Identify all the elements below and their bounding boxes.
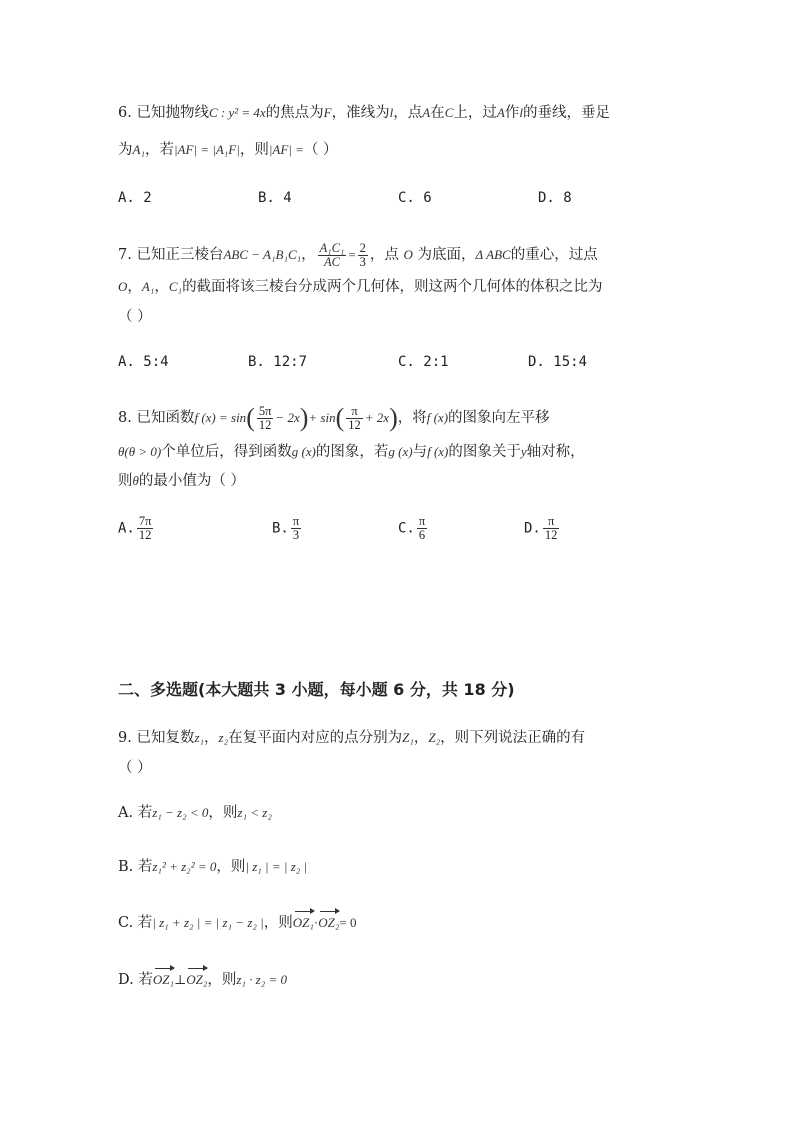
q7-line2 <box>118 277 603 297</box>
q6-text: 上，过 <box>453 105 497 121</box>
vector-oz1: OZ₁ <box>153 970 174 990</box>
q9-text: ， <box>204 730 219 746</box>
option-math: | z₁ + z₂ | = | z₁ − z₂ | <box>152 915 264 930</box>
q8-math: f (x) = sin <box>194 410 247 425</box>
q8-option-c[interactable] <box>398 515 429 542</box>
q9-math: z₂ <box>218 730 229 745</box>
q7-math: ABC − A₁B₁C₁ <box>223 247 302 262</box>
q8-math: g (x) <box>388 444 413 459</box>
q7-option-d[interactable]: D. 15:4 <box>528 354 588 370</box>
option-fraction <box>291 515 301 542</box>
q7-text: 为底面， <box>412 247 476 263</box>
option-label: A. <box>118 520 135 537</box>
q8-math: g (x) <box>291 444 316 459</box>
option-math: = 0 <box>339 915 357 930</box>
vector-oz2: OZ₂ <box>318 913 339 933</box>
q8-text: ，将 <box>397 410 427 426</box>
q6-option-d[interactable]: D. 8 <box>538 190 572 206</box>
q7-option-a[interactable]: A. 5:4 <box>118 354 169 370</box>
q7-text: ， <box>301 247 316 263</box>
q6-line1 <box>118 103 610 123</box>
q6-math: l <box>519 105 523 120</box>
q6-math: A <box>496 105 505 120</box>
q7-line3: （ ） <box>118 309 152 325</box>
q9-option-b[interactable] <box>118 857 307 877</box>
right-paren-icon: ) <box>389 403 398 432</box>
q8-math: f (x) <box>426 410 449 425</box>
q9-math: z₁ <box>194 730 205 745</box>
option-text: ，则 <box>216 859 246 875</box>
q9-text: ， <box>413 730 429 746</box>
q8-fraction <box>346 405 363 432</box>
q6-text: 的焦点为 <box>265 105 324 121</box>
q7-math: A₁ <box>141 279 155 294</box>
q7-text: ， <box>154 279 169 295</box>
fraction-numerator: 2 <box>359 240 366 255</box>
q6-text: （ ） <box>303 142 338 158</box>
option-fraction <box>543 515 560 542</box>
option-math: z₁ · z₂ = 0 <box>236 972 288 987</box>
q8-line1 <box>118 399 550 437</box>
q6-text: ，点 <box>393 105 423 121</box>
option-text: A. 若 <box>118 805 153 821</box>
q8-option-a[interactable] <box>118 515 155 542</box>
option-label: D. <box>524 520 541 537</box>
q6-math: |AF| = <box>268 142 304 157</box>
option-label: C. <box>398 520 415 537</box>
q7-text: ， <box>127 279 142 295</box>
q8-option-b[interactable] <box>272 515 303 542</box>
q7-math: = <box>348 247 356 262</box>
q9-option-c[interactable] <box>118 913 356 933</box>
fraction-denominator: 12 <box>544 528 558 542</box>
q9-option-a[interactable] <box>118 803 272 823</box>
q8-math: + 2x <box>364 410 390 425</box>
q8-text: 的最小值为（ ） <box>138 473 245 489</box>
q8-math: − 2x <box>275 410 300 425</box>
q7-text: ，点 <box>369 247 404 263</box>
right-paren-icon: ) <box>299 403 309 432</box>
option-text: ，则 <box>207 972 237 988</box>
q6-math: C : y² = 4x <box>208 105 266 120</box>
q6-text: ，则 <box>239 142 269 158</box>
q7-text: 的截面将该三棱台分成两个几何体，则这两个几何体的体积之比为 <box>182 279 603 295</box>
q9-text: 9. 已知复数 <box>118 730 195 746</box>
fraction-denominator: 12 <box>138 528 152 542</box>
option-math: z₁ < z₂ <box>237 805 272 820</box>
fraction-numerator: π <box>346 405 363 419</box>
left-paren-icon: ( <box>335 403 345 432</box>
fraction-denominator: 3 <box>292 528 300 542</box>
option-label: B. <box>272 520 289 537</box>
option-text: D. 若 <box>118 972 153 988</box>
fraction-denominator: 3 <box>359 254 366 269</box>
q6-option-b[interactable]: B. 4 <box>258 190 292 206</box>
q6-option-a[interactable]: A. 2 <box>118 190 152 206</box>
q8-math: θ <box>132 473 139 488</box>
option-fraction <box>417 515 427 542</box>
q8-text: 的图象，若 <box>315 444 389 460</box>
q6-text: ，若 <box>144 142 174 158</box>
q7-option-c[interactable]: C. 2:1 <box>398 354 449 370</box>
fraction-numerator: π <box>543 515 560 529</box>
vector-oz2: OZ₂ <box>186 970 207 990</box>
q6-text: 作 <box>504 105 520 121</box>
fraction-denominator: 6 <box>418 528 426 542</box>
q6-text: 为 <box>118 142 133 158</box>
q7-ratio-fraction <box>318 242 347 269</box>
fraction-denominator: AC <box>324 254 340 269</box>
dot-operator: · <box>313 915 319 930</box>
q8-math: θ(θ > 0) <box>118 444 162 459</box>
left-paren-icon: ( <box>246 403 255 432</box>
perpendicular-operator: ⊥ <box>173 972 187 987</box>
q8-text: 的图象关于 <box>448 444 521 460</box>
q6-text: 在 <box>430 105 445 121</box>
section-heading: 二、多选题(本大题共 3 小题，每小题 6 分，共 18 分) <box>118 680 515 699</box>
q7-value-fraction <box>358 242 368 269</box>
fraction-numerator: A₁C₁ <box>319 240 345 255</box>
q7-option-b[interactable]: B. 12:7 <box>248 354 308 370</box>
option-math: z₁ − z₂ < 0 <box>152 805 209 820</box>
q8-line2 <box>118 442 585 462</box>
option-math: | z₁ | = | z₂ | <box>245 859 308 874</box>
q9-option-d[interactable] <box>118 970 287 990</box>
q6-math: F <box>323 105 332 120</box>
fraction-numerator: 7π <box>138 514 152 528</box>
q7-math: O <box>403 247 413 262</box>
option-math: z₁² + z₂² = 0 <box>152 859 217 874</box>
q9-line1 <box>118 728 585 748</box>
q9-line2: （ ） <box>118 760 152 776</box>
option-fraction <box>137 515 154 542</box>
q8-text: 与 <box>412 444 428 460</box>
q8-text: 的图象向左平移 <box>448 410 550 426</box>
q6-math: |AF| = |A₁F| <box>173 142 240 157</box>
q8-text: 轴对称， <box>526 444 585 460</box>
option-text: ，则 <box>208 805 238 821</box>
q6-math: A <box>422 105 431 120</box>
q8-option-d[interactable] <box>524 515 561 542</box>
q6-line2 <box>118 140 338 160</box>
q8-line3 <box>118 471 245 491</box>
q7-math: Δ ABC <box>475 247 511 262</box>
q7-text: 7. 已知正三棱台 <box>118 247 224 263</box>
fraction-numerator: π <box>418 514 426 528</box>
fraction-numerator: 5π <box>258 403 272 418</box>
q6-math: l <box>389 105 394 120</box>
q9-math: Z₁ <box>402 730 414 745</box>
q9-text: ，则下列说法正确的有 <box>440 730 586 746</box>
q6-text: 6. 已知抛物线 <box>118 105 209 121</box>
q8-text: 则 <box>118 473 133 489</box>
q6-text: ，准线为 <box>331 105 390 121</box>
vector-oz1: OZ₁ <box>293 913 314 933</box>
option-text: C. 若 <box>118 915 153 931</box>
q6-math: C <box>444 105 454 120</box>
q8-text: 8. 已知函数 <box>118 410 195 426</box>
q9-math: Z₂ <box>428 730 441 745</box>
option-text: B. 若 <box>118 859 153 875</box>
q6-text: 的垂线，垂足 <box>522 105 610 121</box>
fraction-denominator: 12 <box>258 417 272 432</box>
q7-line1 <box>118 238 598 272</box>
fraction-numerator: π <box>292 514 300 528</box>
q9-text: 在复平面内对应的点分别为 <box>228 730 403 746</box>
fraction-denominator: 12 <box>348 417 361 432</box>
q7-math: O <box>118 279 128 294</box>
q8-fraction <box>257 405 274 432</box>
q7-math: C₁ <box>168 279 183 294</box>
q7-text: 的重心，过点 <box>510 247 598 263</box>
q8-math: f (x) <box>427 444 449 459</box>
option-text: ，则 <box>263 915 293 931</box>
q8-text: 个单位后，得到函数 <box>161 444 292 460</box>
q8-math: + sin <box>308 410 336 425</box>
q6-math: A₁ <box>132 142 145 157</box>
q6-option-c[interactable]: C. 6 <box>398 190 432 206</box>
q8-math: y <box>520 444 527 459</box>
